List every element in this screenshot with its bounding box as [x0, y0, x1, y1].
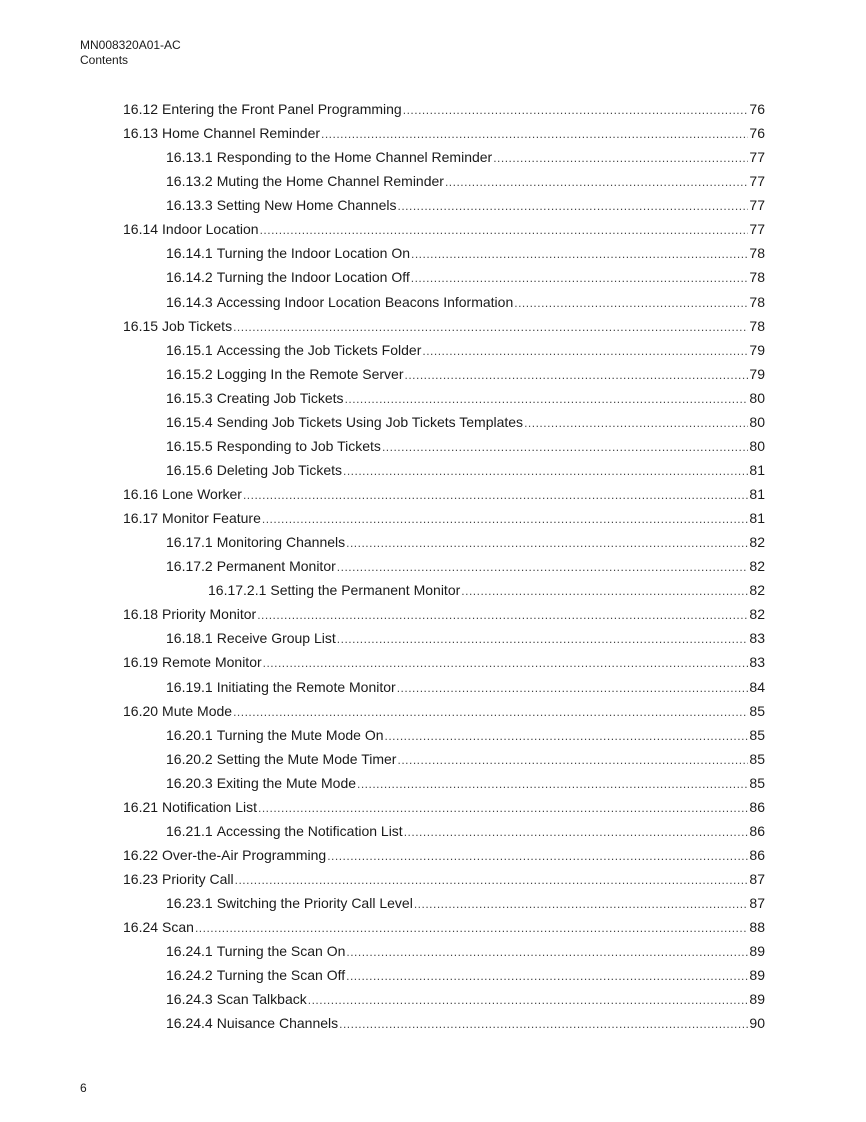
toc-entry-number: 16.15.2	[166, 365, 213, 382]
toc-entry-page[interactable]: 76	[749, 125, 765, 142]
toc-entry-page[interactable]: 79	[749, 341, 765, 358]
toc-dot-leader	[337, 627, 749, 651]
toc-entry[interactable]	[0, 241, 866, 265]
toc-entry[interactable]	[0, 145, 866, 169]
toc-dot-leader	[262, 507, 749, 531]
toc-entry[interactable]	[0, 97, 866, 121]
toc-entry-number: 16.23	[123, 871, 159, 887]
toc-entry-page[interactable]: 77	[749, 197, 765, 214]
toc-entry-page[interactable]: 77	[749, 173, 765, 190]
toc-entry-row[interactable]	[123, 506, 765, 531]
toc-entry-title[interactable]: Accessing Indoor Location Beacons Information	[216, 293, 514, 310]
toc-entry-title[interactable]: Setting the Permanent Monitor	[270, 582, 461, 599]
toc-entry-page[interactable]: 86	[749, 798, 765, 815]
toc-entry-page[interactable]: 88	[749, 919, 765, 936]
toc-entry-page[interactable]: 85	[749, 702, 765, 719]
toc-entry-number: 16.18.1	[166, 630, 213, 647]
toc-dot-leader	[233, 315, 748, 339]
toc-dot-leader	[258, 796, 748, 820]
toc-entry-row[interactable]	[166, 771, 765, 796]
toc-entry-title[interactable]: Monitor Feature	[162, 510, 261, 527]
toc-entry-row[interactable]	[123, 602, 765, 627]
toc-entry-row[interactable]	[166, 626, 765, 651]
toc-dot-leader	[195, 916, 748, 940]
toc-entry-title[interactable]: Indoor Location	[162, 221, 259, 238]
toc-entry[interactable]	[0, 675, 866, 699]
toc-entry-title[interactable]: Sending Job Tickets Using Job Tickets Templates	[216, 413, 524, 430]
toc-entry-row[interactable]	[123, 121, 765, 146]
toc-entry-page[interactable]: 78	[749, 269, 765, 286]
toc-entry[interactable]	[0, 362, 866, 386]
toc-entry-page[interactable]: 83	[749, 630, 765, 647]
toc-entry[interactable]	[0, 265, 866, 289]
toc-dot-leader	[514, 291, 748, 315]
toc-entry-title[interactable]: Home Channel Reminder	[162, 125, 321, 142]
toc-entry-number: 16.24	[123, 919, 159, 936]
toc-entry-title[interactable]: Switching the Priority Call Level	[216, 895, 413, 912]
toc-entry-row[interactable]	[166, 338, 765, 363]
toc-entry-number: 16.21	[123, 798, 159, 815]
toc-entry-page[interactable]: 82	[749, 558, 765, 575]
page-number: 6	[80, 1081, 87, 1095]
toc-entry-number: 16.23.1	[166, 895, 213, 912]
toc-entry-row[interactable]	[166, 723, 765, 748]
toc-entry-page[interactable]: 86	[749, 846, 765, 863]
document-id: MN008320A01-AC	[80, 38, 181, 52]
toc-entry[interactable]	[0, 795, 866, 819]
toc-dot-leader	[397, 748, 748, 772]
toc-entry-number: 16.24.1	[166, 943, 213, 960]
toc-entry-number: 16.24.4	[166, 1015, 213, 1032]
table-of-contents	[0, 97, 866, 1035]
toc-entry-page[interactable]: 78	[749, 293, 765, 310]
toc-entry[interactable]	[0, 410, 866, 434]
toc-dot-leader	[493, 146, 748, 170]
toc-entry[interactable]	[0, 939, 866, 963]
toc-entry-number: 16.13	[123, 125, 159, 142]
toc-entry[interactable]	[0, 338, 866, 362]
toc-entry[interactable]	[0, 554, 866, 578]
toc-entry[interactable]	[0, 434, 866, 458]
toc-entry-number: 16.24.2	[166, 967, 213, 984]
toc-entry-number: 16.17.2	[166, 558, 213, 575]
toc-entry[interactable]	[0, 578, 866, 602]
toc-dot-leader	[445, 170, 748, 194]
toc-entry-page[interactable]: 80	[749, 413, 765, 430]
toc-entry-title[interactable]: Mute Mode	[162, 702, 233, 719]
toc-entry-page[interactable]: 82	[749, 582, 765, 599]
toc-entry-page[interactable]: 82	[749, 534, 765, 551]
toc-entry-page[interactable]: 82	[749, 606, 765, 623]
toc-entry-number: 16.21.1	[166, 822, 213, 839]
toc-entry[interactable]	[0, 650, 866, 674]
toc-entry-row[interactable]	[166, 386, 765, 411]
toc-entry-page[interactable]: 89	[749, 991, 765, 1008]
toc-entry-title[interactable]: Entering the Front Panel Programming	[162, 101, 402, 117]
toc-entry[interactable]	[0, 458, 866, 482]
toc-entry-page[interactable]: 78	[749, 245, 765, 262]
toc-entry-number: 16.22	[123, 846, 159, 863]
toc-entry-page[interactable]: 84	[749, 678, 765, 695]
toc-entry[interactable]	[0, 530, 866, 554]
toc-entry-page[interactable]: 85	[749, 750, 765, 767]
toc-entry-title[interactable]: Turning the Scan On	[216, 943, 346, 960]
toc-entry-number: 16.17.2.1	[208, 582, 267, 599]
toc-entry-row[interactable]	[166, 193, 765, 218]
toc-entry-row[interactable]	[166, 939, 765, 964]
toc-entry-row[interactable]	[166, 241, 765, 266]
toc-entry-title[interactable]: Turning the Scan Off	[216, 967, 346, 984]
toc-entry[interactable]	[0, 121, 866, 145]
toc-entry-title[interactable]: Exiting the Mute Mode	[216, 774, 357, 791]
toc-dot-leader	[404, 820, 749, 844]
toc-entry[interactable]	[0, 290, 866, 314]
toc-entry-page[interactable]: 78	[749, 317, 765, 334]
page-header	[80, 38, 181, 68]
toc-entry-page[interactable]: 89	[749, 943, 765, 960]
toc-entry-title[interactable]: Accessing the Notification List	[216, 822, 403, 839]
toc-entry-row[interactable]	[166, 747, 765, 772]
toc-entry-number: 16.18	[123, 606, 159, 623]
toc-entry-page[interactable]: 79	[749, 365, 765, 382]
toc-dot-leader	[397, 194, 748, 218]
section-title: Contents	[80, 53, 129, 67]
toc-entry[interactable]	[0, 386, 866, 410]
toc-entry-number: 16.19.1	[166, 678, 213, 695]
toc-entry-title[interactable]: Nuisance Channels	[216, 1015, 339, 1032]
toc-entry-number: 16.15.6	[166, 461, 213, 478]
toc-entry-row[interactable]	[123, 314, 765, 339]
toc-entry-row[interactable]	[123, 915, 765, 940]
toc-entry-row[interactable]	[166, 290, 765, 315]
toc-dot-leader	[403, 98, 749, 122]
toc-entry[interactable]	[0, 602, 866, 626]
toc-entry-title[interactable]: Scan	[162, 919, 194, 936]
toc-entry-page[interactable]: 90	[749, 1015, 765, 1032]
toc-entry[interactable]	[0, 626, 866, 650]
toc-entry-row[interactable]	[166, 819, 765, 844]
toc-entry-title[interactable]: Setting the Mute Mode Timer	[216, 750, 397, 767]
toc-entry-number: 16.14	[123, 221, 159, 238]
toc-entry-title[interactable]: Priority Call	[162, 871, 234, 887]
toc-entry-row[interactable]	[123, 97, 765, 122]
toc-entry-row[interactable]	[123, 867, 765, 892]
toc-entry-title[interactable]: Deleting Job Tickets	[216, 461, 343, 478]
toc-entry-number: 16.15	[123, 317, 159, 334]
toc-entry-number: 16.15.3	[166, 389, 213, 406]
toc-entry-number: 16.13.2	[166, 173, 213, 190]
toc-entry-number: 16.20	[123, 702, 159, 719]
toc-dot-leader	[397, 676, 749, 700]
toc-entry-number: 16.14.3	[166, 293, 213, 310]
toc-entry[interactable]	[0, 843, 866, 867]
toc-entry-row[interactable]	[166, 265, 765, 290]
toc-entry[interactable]	[0, 747, 866, 771]
toc-entry-title[interactable]: Initiating the Remote Monitor	[216, 678, 396, 695]
toc-entry-row[interactable]	[166, 169, 765, 194]
toc-dot-leader	[346, 964, 748, 988]
toc-entry-row[interactable]	[166, 1011, 765, 1036]
toc-entry-title[interactable]: Logging In the Remote Server	[216, 365, 404, 382]
toc-dot-leader	[346, 531, 748, 555]
toc-entry[interactable]	[0, 963, 866, 987]
toc-entry-title[interactable]: Scan Talkback	[216, 991, 307, 1008]
toc-entry-number: 16.15.4	[166, 413, 213, 430]
toc-entry-page[interactable]: 81	[749, 461, 765, 478]
toc-entry[interactable]	[0, 169, 866, 193]
toc-entry-row[interactable]	[123, 699, 765, 724]
toc-entry-number: 16.20.1	[166, 726, 213, 743]
toc-dot-leader	[308, 988, 749, 1012]
toc-entry[interactable]	[0, 915, 866, 939]
toc-dot-leader	[345, 387, 749, 411]
toc-dot-leader	[243, 483, 748, 507]
toc-entry-row[interactable]	[166, 963, 765, 988]
toc-entry-page[interactable]: 87	[749, 871, 765, 887]
toc-entry[interactable]	[0, 506, 866, 530]
toc-entry-page[interactable]: 76	[749, 101, 765, 117]
toc-dot-leader	[233, 700, 748, 724]
toc-entry-row[interactable]	[166, 987, 765, 1012]
toc-entry-title[interactable]: Setting New Home Channels	[216, 197, 397, 214]
toc-entry-number: 16.24.3	[166, 991, 213, 1008]
toc-dot-leader	[260, 218, 749, 242]
toc-entry-row[interactable]	[166, 145, 765, 170]
toc-entry-title[interactable]: Accessing the Job Tickets Folder	[216, 341, 422, 358]
toc-entry-title[interactable]: Responding to Job Tickets	[216, 437, 381, 454]
toc-entry-row[interactable]	[166, 434, 765, 459]
toc-dot-leader	[382, 435, 748, 459]
toc-entry-number: 16.14.1	[166, 245, 213, 262]
toc-entry-number: 16.17	[123, 510, 159, 527]
toc-entry-number: 16.17.1	[166, 534, 213, 551]
toc-dot-leader	[461, 579, 748, 603]
toc-entry-row[interactable]	[166, 410, 765, 435]
toc-entry-title[interactable]: Turning the Mute Mode On	[216, 726, 384, 743]
toc-entry[interactable]	[0, 867, 866, 891]
toc-dot-leader	[257, 603, 748, 627]
toc-entry-title[interactable]: Turning the Indoor Location On	[216, 245, 410, 262]
toc-entry[interactable]	[0, 891, 866, 915]
toc-entry-page[interactable]: 86	[749, 822, 765, 839]
toc-entry[interactable]	[0, 193, 866, 217]
toc-dot-leader	[524, 411, 748, 435]
toc-entry[interactable]	[0, 771, 866, 795]
toc-dot-leader	[357, 772, 748, 796]
toc-entry-page[interactable]: 81	[749, 510, 765, 527]
toc-dot-leader	[411, 242, 748, 266]
toc-entry-row[interactable]	[166, 891, 765, 916]
toc-entry[interactable]	[0, 217, 866, 241]
toc-entry-title[interactable]: Muting the Home Channel Reminder	[216, 173, 444, 190]
toc-entry-page[interactable]: 80	[749, 389, 765, 406]
toc-entry[interactable]	[0, 482, 866, 506]
toc-dot-leader	[385, 724, 749, 748]
toc-entry-page[interactable]: 77	[749, 149, 765, 166]
toc-entry[interactable]	[0, 819, 866, 843]
toc-entry-number: 16.20.3	[166, 774, 213, 791]
toc-entry[interactable]	[0, 314, 866, 338]
toc-dot-leader	[263, 651, 749, 675]
toc-dot-leader	[321, 122, 748, 146]
toc-entry-row[interactable]	[123, 843, 765, 868]
toc-entry-number: 16.15.5	[166, 437, 213, 454]
toc-entry-number: 16.13.3	[166, 197, 213, 214]
toc-dot-leader	[405, 363, 749, 387]
toc-entry-page[interactable]: 87	[749, 895, 765, 912]
toc-entry[interactable]	[0, 723, 866, 747]
toc-entry-title[interactable]: Turning the Indoor Location Off	[216, 269, 410, 286]
toc-entry-row[interactable]	[166, 530, 765, 555]
toc-entry-row[interactable]	[123, 795, 765, 820]
toc-entry-row[interactable]	[123, 482, 765, 507]
toc-entry-row[interactable]	[123, 650, 765, 675]
toc-entry-page[interactable]: 81	[749, 486, 765, 502]
toc-entry-row[interactable]	[166, 458, 765, 483]
toc-entry-title[interactable]: Receive Group List	[216, 630, 336, 647]
toc-entry-page[interactable]: 83	[749, 654, 765, 671]
toc-dot-leader	[339, 1012, 748, 1036]
toc-entry-number: 16.20.2	[166, 750, 213, 767]
toc-dot-leader	[235, 868, 749, 892]
toc-dot-leader	[346, 940, 748, 964]
toc-entry-number: 16.19	[123, 654, 159, 671]
toc-entry-title[interactable]: Notification List	[162, 798, 257, 815]
toc-entry-number: 16.13.1	[166, 149, 213, 166]
toc-entry-page[interactable]: 89	[749, 967, 765, 984]
toc-entry-page[interactable]: 85	[749, 774, 765, 791]
toc-entry[interactable]	[0, 987, 866, 1011]
toc-entry-title[interactable]: Priority Monitor	[162, 606, 257, 623]
toc-entry-number: 16.15.1	[166, 341, 213, 358]
toc-dot-leader	[411, 266, 749, 290]
toc-entry-row[interactable]	[166, 362, 765, 387]
toc-entry-page[interactable]: 85	[749, 726, 765, 743]
toc-entry-title[interactable]: Job Tickets	[162, 317, 233, 334]
toc-entry-number: 16.14.2	[166, 269, 213, 286]
toc-dot-leader	[337, 555, 749, 579]
toc-entry-title[interactable]: Responding to the Home Channel Reminder	[216, 149, 493, 166]
toc-entry-number: 16.12	[123, 101, 159, 117]
toc-entry-title[interactable]: Permanent Monitor	[216, 558, 336, 575]
toc-entry-page[interactable]: 80	[749, 437, 765, 454]
toc-dot-leader	[414, 892, 749, 916]
toc-entry-title[interactable]: Creating Job Tickets	[216, 389, 344, 406]
toc-dot-leader	[343, 459, 748, 483]
toc-dot-leader	[327, 844, 748, 868]
toc-entry-number: 16.16	[123, 486, 159, 502]
toc-entry-row[interactable]	[208, 578, 765, 603]
toc-entry[interactable]	[0, 699, 866, 723]
toc-entry-title[interactable]: Remote Monitor	[162, 654, 262, 671]
toc-entry-title[interactable]: Lone Worker	[162, 486, 242, 502]
toc-entry-row[interactable]	[166, 554, 765, 579]
toc-entry-title[interactable]: Monitoring Channels	[216, 534, 346, 551]
toc-entry-row[interactable]	[123, 217, 765, 242]
toc-entry-title[interactable]: Over-the-Air Programming	[162, 846, 327, 863]
toc-entry-page[interactable]: 77	[749, 221, 765, 238]
toc-entry-row[interactable]	[166, 675, 765, 700]
toc-dot-leader	[422, 339, 748, 363]
toc-entry[interactable]	[0, 1011, 866, 1035]
